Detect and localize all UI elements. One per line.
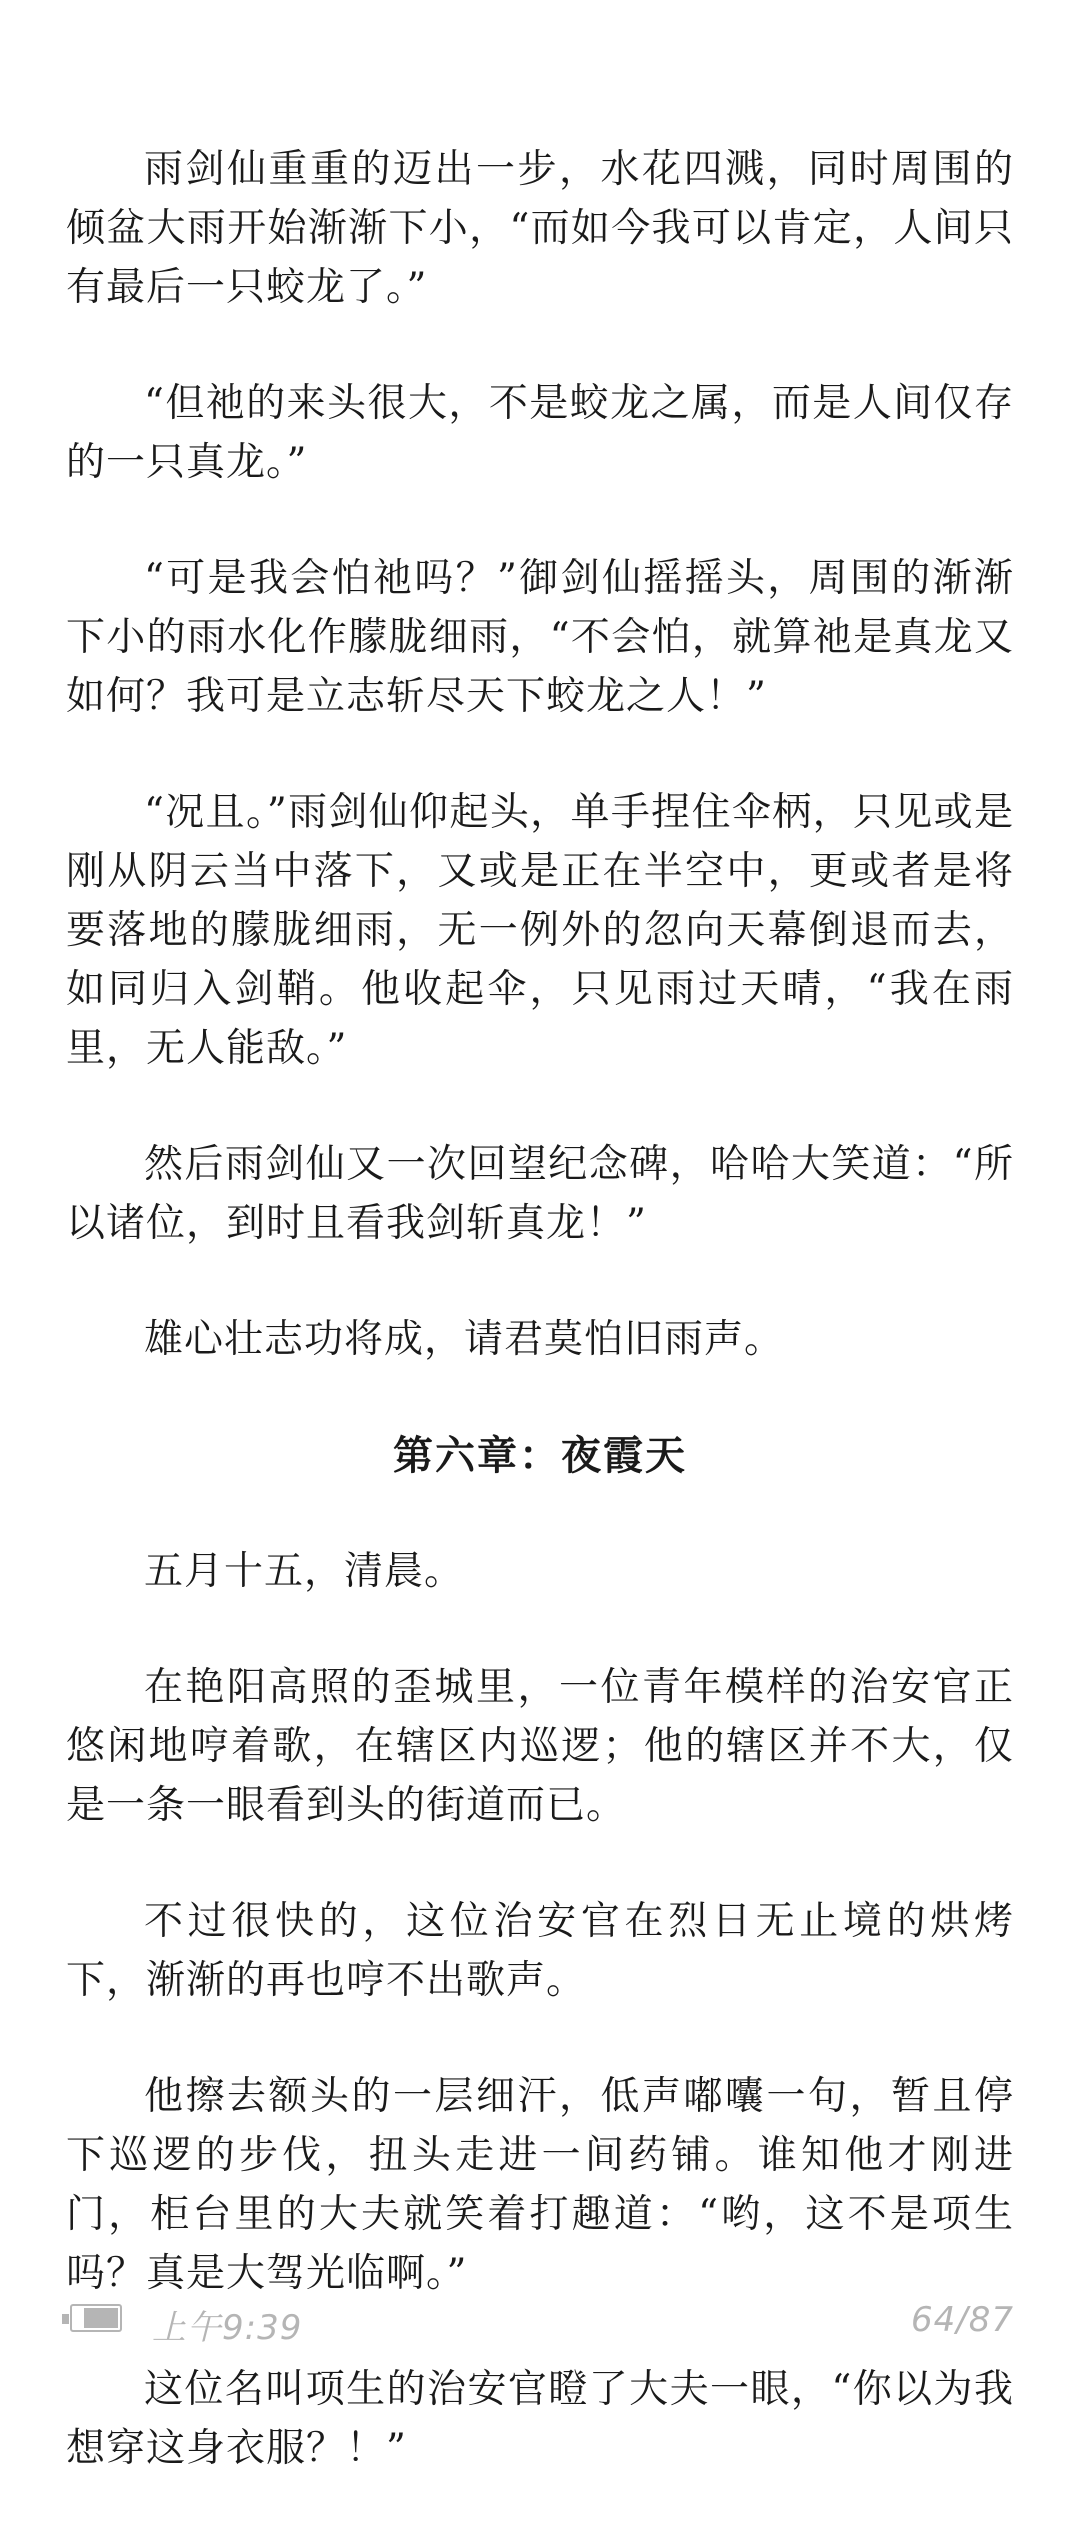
clock-time: 上午9:39 <box>152 2308 303 2348</box>
chapter-title: 第六章：夜霞天 <box>393 1432 687 1479</box>
paragraph: “况且。”雨剑仙仰起头，单手捏住伞柄，只见或是刚从阴云当中落下，又或是正在半空中，更或者是将要落地的朦胧细雨，无一例外的忽向天幕倒退而去，如同归入剑鞘。他收起伞，只见雨过天晴，“我在雨里，无人能敌。” <box>66 790 1014 1071</box>
battery-icon <box>62 2304 126 2334</box>
reader-page[interactable] <box>66 140 1014 2535</box>
page-indicator: 64/87 <box>911 2300 1014 2340</box>
paragraph: 在艳阳高照的歪城里，一位青年模样的治安官正悠闲地哼着歌，在辖区内巡逻；他的辖区并不大，仅是一条一眼看到头的街道而已。 <box>66 1665 1014 1828</box>
paragraph: 雨剑仙重重的迈出一步，水花四溅，同时周围的倾盆大雨开始渐渐下小，“而如今我可以肯定，人间只有最后一只蛟龙了。” <box>66 147 1014 310</box>
paragraph: 这位名叫项生的治安官瞪了大夫一眼，“你以为我想穿这身衣服？！” <box>66 2367 1014 2471</box>
reader-status-bar <box>0 2292 1080 2352</box>
paragraph: 雄心壮志功将成，请君莫怕旧雨声。 <box>144 1317 785 1362</box>
paragraph: 不过很快的，这位治安官在烈日无止境的烘烤下，渐渐的再也哼不出歌声。 <box>66 1899 1014 2003</box>
paragraph: “可是我会怕祂吗？”御剑仙摇摇头，周围的渐渐下小的雨水化作朦胧细雨，“不会怕，就算祂是真龙又如何？我可是立志斩尽天下蛟龙之人！” <box>66 556 1014 719</box>
paragraph: 然后雨剑仙又一次回望纪念碑，哈哈大笑道：“所以诸位，到时且看我剑斩真龙！” <box>66 1142 1014 1246</box>
paragraph: 他擦去额头的一层细汗，低声嘟囔一句，暂且停下巡逻的步伐，扭头走进一间药铺。谁知他才刚进门，柜台里的大夫就笑着打趣道：“哟，这不是项生吗？真是大驾光临啊。” <box>66 2074 1014 2296</box>
paragraph: 五月十五，清晨。 <box>144 1549 465 1594</box>
paragraph: “但祂的来头很大，不是蛟龙之属，而是人间仅存的一只真龙。” <box>66 381 1014 485</box>
